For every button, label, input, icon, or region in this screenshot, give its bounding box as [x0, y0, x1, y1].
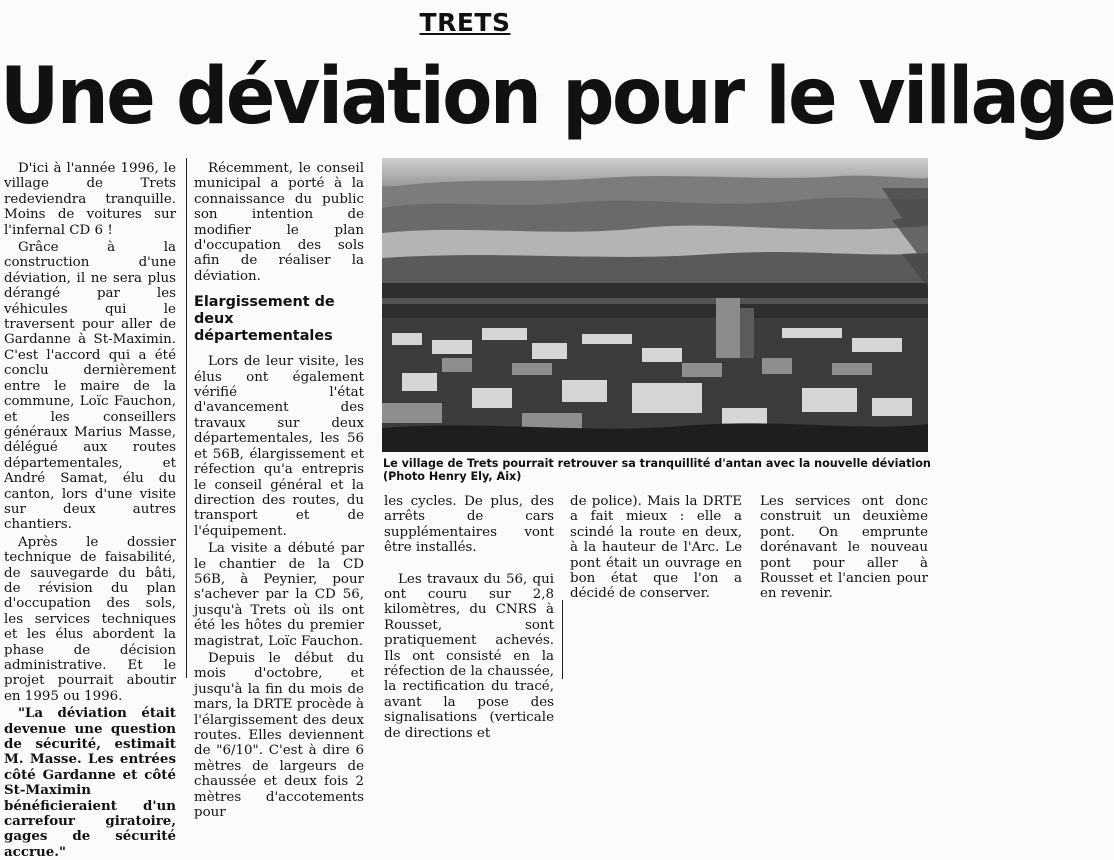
- article-column-4: [570, 494, 742, 602]
- paragraph: Depuis le début du mois d'octobre, et jusqu'à la fin du mois de mars, la DRTE procède à l'élargissement des deux routes. Elles deviennent de "6/10". C'est à dire 6 mètres de largeurs de chaussée et deux fois 2 mètres d'accotements pour: [194, 650, 364, 821]
- paragraph: Grâce à la construction d'une déviation, il ne sera plus dérangé par les véhicules qui le traversent pour aller de Gardanne à St-Maximin. C'est l'accord qui a été conclu dernièrement entre le maire de la commune, Loïc Fauchon, et les conseillers généraux Marius Masse, délégué aux routes départementales, et André Samat, élu du canton, lors d'une visite sur deux autres chantiers.: [4, 240, 176, 533]
- paragraph: La visite a débuté par le chantier de la CD 56B, à Peynier, pour s'achever par la CD 56, jusqu'à Trets où ils ont été les hôtes du premier magistrat, Loïc Fauchon.: [194, 541, 364, 649]
- photo-credit: (Photo Henry Ely, Aix): [383, 470, 522, 483]
- pull-quote: "La déviation était devenue une question de sécurité, estimait M. Masse. Les entrées côté Gardanne et côté St-Maximin bénéficieraient d'un carrefour giratoire, gages de sécurité accrue.": [4, 705, 176, 860]
- paragraph: de police). Mais la DRTE a fait mieux : elle a scindé la route en deux, à la hauteur de l'Arc. Le pont était un ouvrage en bon état que l'on a décidé de conserver.: [570, 494, 742, 602]
- column-divider: [186, 158, 187, 678]
- paragraph: les cycles. De plus, des arrêts de cars supplémentaires vont être installés.: [384, 494, 554, 556]
- village-photo-drawing: [382, 158, 928, 452]
- article-column-5: [760, 494, 928, 602]
- caption-text: Le village de Trets pourrait retrouver sa tranquillité d'antan avec la nouvelle déviation: [383, 457, 931, 470]
- article-column-2: [194, 161, 364, 820]
- column-divider: [562, 600, 563, 679]
- paragraph: D'ici à l'année 1996, le village de Trets redeviendra tranquille. Moins de voitures sur l'infernal CD 6 !: [4, 161, 176, 238]
- headline: Une déviation pour le village: [0, 50, 1114, 143]
- article-column-1: [4, 161, 176, 860]
- village-photo: [382, 158, 928, 452]
- subheading: Elargissement de deux départementales: [194, 294, 335, 345]
- paragraph: Les services ont donc construit un deuxième pont. On emprunte dorénavant le nouveau pont pour aller à Rousset et l'ancien pour en revenir.: [760, 494, 928, 602]
- photo-caption: [383, 457, 930, 483]
- section-kicker: TRETS: [419, 8, 511, 37]
- article-column-3: [384, 494, 554, 741]
- paragraph: Après le dossier technique de faisabilité, de sauvegarde du bâti, de révision du plan d'occupation des sols, les services techniques et les élus abordent la phase de décision administrative. Et le projet pourrait aboutir en 1995 ou 1996.: [4, 534, 176, 704]
- paragraph: Les travaux du 56, qui ont couru sur 2,8 kilomètres, du CNRS à Rousset, sont pratiquement achevés. Ils ont consisté en la réfection de la chaussée, la rectification du tracé, avant la pose des signalisations (verticale de directions et: [384, 571, 554, 741]
- paragraph: Récemment, le conseil municipal a porté à la connaissance du public son intention de modifier le plan d'occupation des sols afin de réaliser la déviation.: [194, 161, 364, 284]
- paragraph: Lors de leur visite, les élus ont également vérifié l'état d'avancement des travaux sur deux départementales, les 56 et 56B, élargissement et réfection qu'a entrepris le conseil général et la direction des routes, du transport et de l'équipement.: [194, 354, 364, 539]
